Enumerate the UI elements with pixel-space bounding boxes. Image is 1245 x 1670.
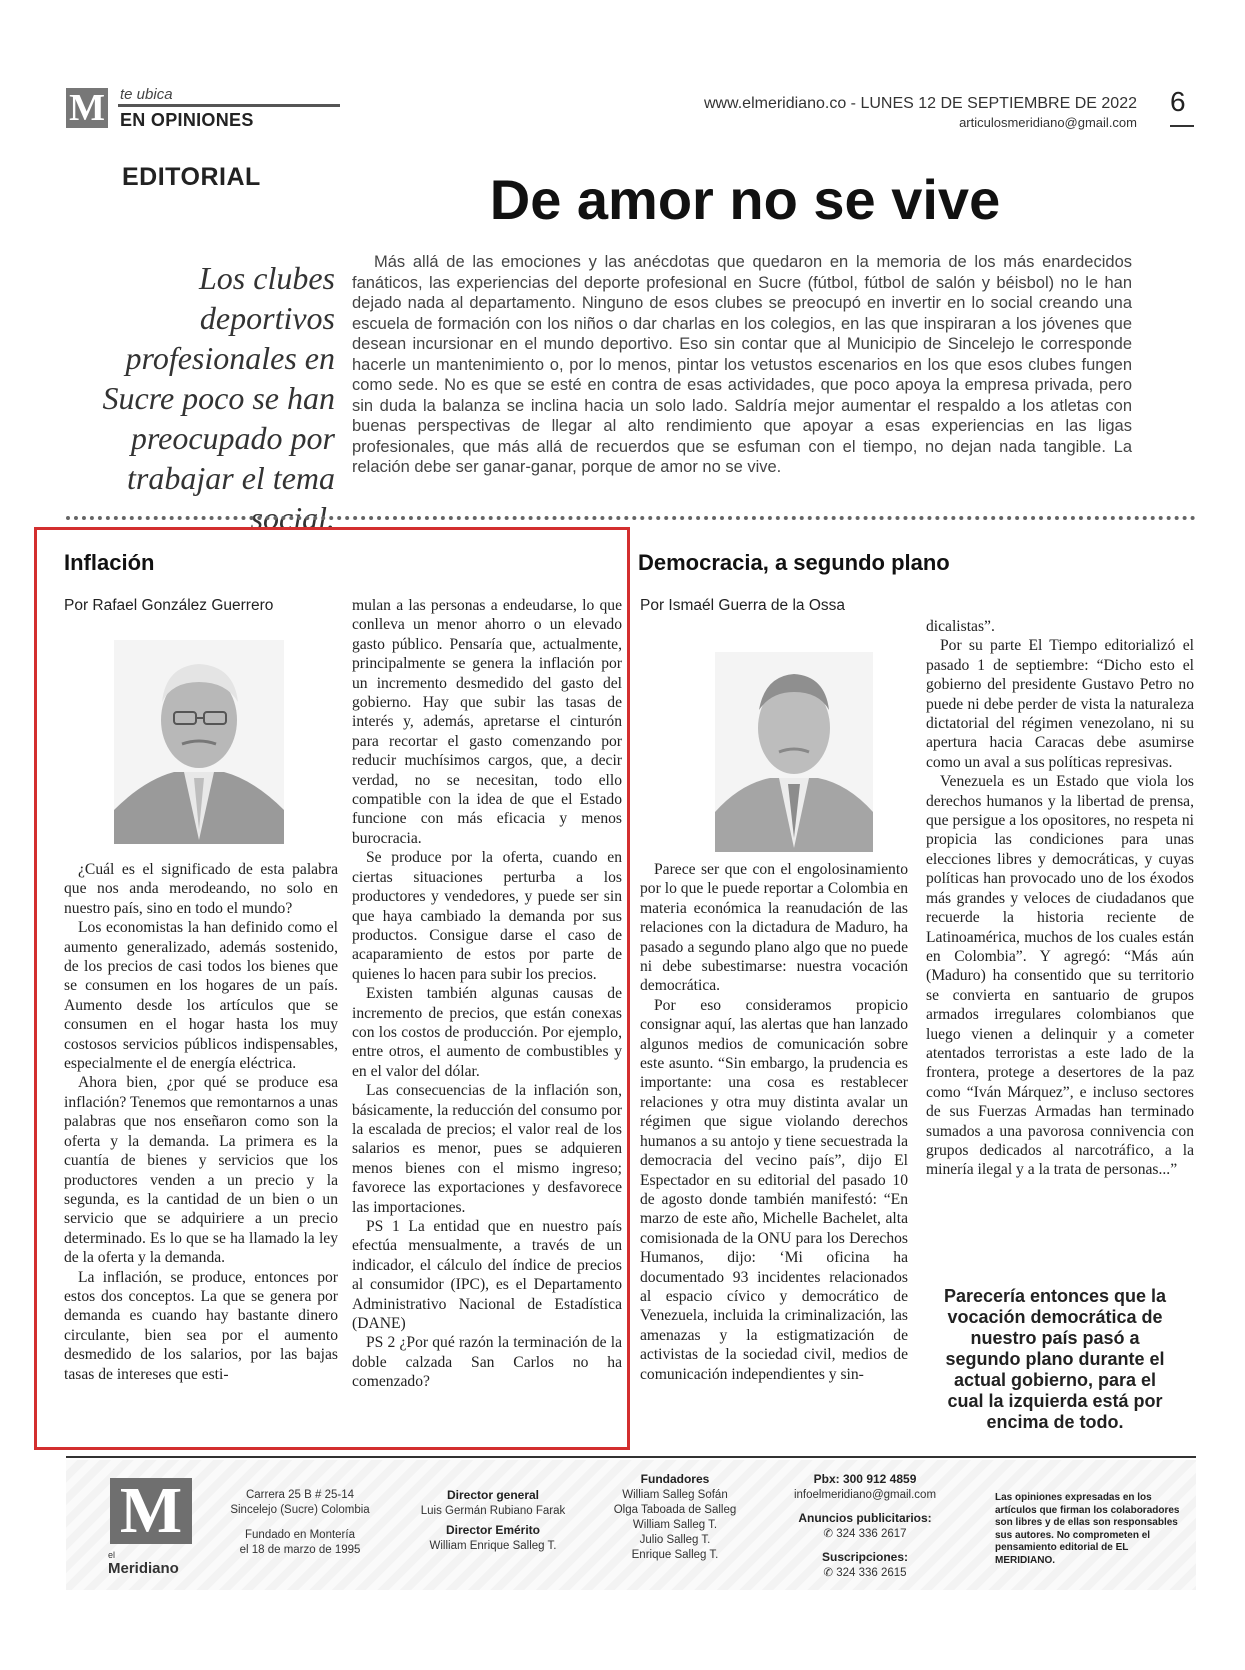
paragraph: Por eso consideramos propicio consignar aquí, las alertas que han lanzado algunos medios de comunicación sobre este asunto. “Sin embargo, la prudencia es importante: una cosa es restablecer relaciones y otra muy distinta avalar un régimen que sigue violando derechos humanos a su antojo y tiene secuestrada la democracia del vecino país”, dijo El Espectador en su editorial del pasado 10 de agosto donde también manifestó: “En marzo de este año, Michelle Bachelet, alta comisionada de la ONU para los Derechos Humanos, dijo: ‘Mi oficina ha documentado 93 incidentes relacionados al espacio cívico y democrático de Venezuela, incluida la criminalización, las amenazas y la estigmatización de activistas de la sociedad civil, medios de comunicación independientes y sin- [640, 996, 908, 1383]
democracia-column-1 [640, 860, 908, 1384]
address-line: Carrera 25 B # 25-14 [245, 1489, 355, 1501]
page-number-rule [1170, 125, 1194, 127]
editorial-body [352, 252, 1132, 478]
inflacion-column-1 [64, 860, 338, 1384]
whatsapp-icon: ✆ [823, 1528, 834, 1540]
article-title-democracia: Democracia, a segundo plano [638, 550, 950, 575]
subscriptions-phone: 324 336 2615 [836, 1567, 907, 1579]
footer-founders [600, 1472, 750, 1563]
author-portrait-icon [715, 652, 873, 852]
founder-name: William Salleg Sofán [622, 1489, 728, 1501]
footer-contact [770, 1472, 960, 1581]
paragraph: PS 1 La entidad que en nuestro país efectúa mensualmente, a través de un indicador, el cálculo del índice de precios al consumidor (IPC), es el Departamento Administrativo Nacional de Estadística (DANE) [352, 1218, 622, 1333]
footer-disclaimer: Las opiniones expresadas en los artículos que firman los colaboradores son libres y de ellas son responsables sus autores. No comprometen el pensamiento editorial de EL MERIDIANO. [995, 1492, 1180, 1566]
founders-label: Fundadores [640, 1472, 710, 1486]
director-name: Luis Germán Rubiano Farak [420, 1505, 566, 1517]
editorial-paragraph: Más allá de las emociones y las anécdotas que quedaron en la memoria de los más enardecidos fanáticos, las experiencias del deporte profesional en Sucre (fútbol, fútbol de salón y béisbol) no le han dejado nada al departamento. Ninguno de esos clubes se preocupó en invertir en lo social creando una escuela de formación con los niños o dar charlas en los colegios, en las que inspiraran a los jóvenes que desean incursionar en el mundo deportivo. Eso sin contar que al Municipio de Sincelejo le corresponde hacerle un mantenimiento o, por lo menos, pintar los vetustos escenarios en los que esos clubes fungen como sede. No es que se esté en contra de esas actividades, que poco apoya la empresa privada, pero sin duda la balanza se inclina hacia un solo lado. Saldría mejor aumentar el respaldo a los atletas con buenas perspectivas de llegar al alto rendimiento que apoyar a esas experiencias en las ligas profesionales, que más allá de recuerdos que se esfuman con el tiempo, no dejan nada tangible. La relación debe ser ganar-ganar, porque de amor no se vive. [352, 253, 1132, 476]
masthead-tagline: te ubica [120, 86, 173, 103]
author-photo-guerra [715, 652, 873, 852]
emeritus-label: Director Emérito [445, 1523, 541, 1537]
editorial-label: EDITORIAL [122, 163, 261, 191]
founded-line: Fundado en Montería [245, 1529, 355, 1541]
paragraph: ¿Cuál es el significado de esta palabra que nos anda merodeando, no solo en nuestro país, sino en todo el mundo? [64, 861, 338, 917]
ads-phone: 324 336 2617 [836, 1528, 907, 1540]
founder-name: William Salleg T. [632, 1519, 718, 1531]
masthead-logo: M [66, 88, 108, 128]
founder-name: Julio Salleg T. [639, 1534, 711, 1546]
director-label: Director general [446, 1488, 540, 1502]
emeritus-name: William Enrique Salleg T. [429, 1540, 557, 1552]
contact-email: articulosmeridiano@gmail.com [959, 115, 1137, 130]
paragraph: La inflación, se produce, entonces por estos dos conceptos. La que se genera por demanda es cuando hay bastante dinero circulante, bien sea por el aumento desmedido de los salarios, por las bajas tasas de intereses que esti- [64, 1268, 338, 1383]
page-number: 6 [1170, 86, 1186, 117]
article-title-inflacion: Inflación [64, 550, 155, 575]
paragraph: Se produce por la oferta, cuando en ciertas situaciones perturba a los productores y vendedores, y puede ser sin que haya cambiado la demanda por sus productos. Consigue darse el caso de acaparamiento de estos por parte de quienes lo hacen para subir los precios. [352, 849, 622, 983]
founder-name: Olga Taboada de Salleg [613, 1504, 737, 1516]
byline-democracia: Por Ismaél Guerra de la Ossa [640, 597, 846, 614]
byline-inflacion: Por Rafael González Guerrero [64, 597, 274, 614]
footer-logo-el: el [108, 1550, 116, 1560]
footer-address [220, 1488, 380, 1558]
masthead-rule [118, 104, 340, 107]
footer-logo-name: Meridiano [108, 1560, 179, 1577]
ads-label: Anuncios publicitarios: [798, 1511, 932, 1525]
editorial-pullquote: Los clubes deportivos profesionales en Sucre poco se han preocupado por trabajar el tema social. [102, 260, 335, 536]
footer-logo: M [110, 1478, 192, 1544]
paragraph: Los economistas la han definido como el aumento generalizado, además sostenido, de los precios de casi todos los bienes que se consumen en los hogares de un país. Aumento desde los artículos que se consumen en el hogar hasta los muy costosos servicios públicos indispensables, especialmente el de energía eléctrica. [64, 919, 338, 1073]
address-line: Sincelejo (Sucre) Colombia [230, 1504, 370, 1516]
democracia-column-2 [926, 617, 1194, 1180]
inflacion-column-2 [352, 596, 622, 1392]
paragraph: dicalistas”. [926, 618, 995, 635]
founder-name: Enrique Salleg T. [631, 1549, 719, 1561]
paragraph: Por su parte El Tiempo editorializó el pasado 1 de septiembre: “Dicho esto el gobierno del presidente Gustavo Petro no puede ni debe perder de vista la naturaleza dictatorial del régimen venezolano, ni su apertura hacia Caracas debe asumirse como un aval a sus políticas represivas. [926, 637, 1194, 771]
author-portrait-icon [114, 640, 284, 844]
author-photo-gonzalez [114, 640, 284, 844]
paragraph: Existen también algunas causas de incremento de precios, que están conexas con los costos de producción. Por ejemplo, entre otros, el aumento de combustibles y en el valor del dólar. [352, 985, 622, 1080]
democracia-callout-quote: Parecería entonces que la vocación democrática de nuestro país pasó a segundo plano durante el actual gobierno, para el cual la izquierda está por encima de todo. [943, 1286, 1167, 1432]
editorial-headline: De amor no se vive [489, 168, 1001, 231]
paragraph: mulan a las personas a endeudarse, lo que conlleva un menor ahorro o un elevado gasto público. Pensaría que, actualmente, principalmente se genera la inflación por un incremento desmedido del gasto del gobierno. Hay que subir las tasas de interés y, además, apretarse el cinturón para recortar el gasto comenzando por reducir muchísimos cargos, que, a decir verdad, no se necesitan, todo ello compatible con la idea de que el Estado funcione con más eficacia y menos burocracia. [352, 597, 622, 847]
site-date-line: www.elmeridiano.co - LUNES 12 DE SEPTIEMBRE DE 2022 [703, 95, 1137, 112]
masthead-section: EN OPINIONES [120, 110, 254, 130]
pbx-line: Pbx: 300 912 4859 [813, 1472, 917, 1486]
footer-rule [66, 1456, 1196, 1458]
founded-line: el 18 de marzo de 1995 [239, 1544, 361, 1556]
whatsapp-icon: ✆ [823, 1567, 834, 1579]
paragraph: Parece ser que con el engolosinamiento por lo que le puede reportar a Colombia en materia económica la reanudación de las relaciones con la dictadura de Maduro, ha pasado a segundo plano algo que no puede ni debe subestimarse: nuestra vocación democrática. [640, 861, 908, 995]
section-divider [66, 516, 1196, 520]
paragraph: Las consecuencias de la inflación son, básicamente, la reducción del consumo por la escalada de precios; el valor real de los salarios es menor, pues se adquieren menos bienes con el mismo ingreso; favorece las exportaciones y desfavorece las importaciones. [352, 1082, 622, 1216]
footer-directors [408, 1488, 578, 1554]
paragraph: Venezuela es un Estado que viola los derechos humanos y la libertad de prensa, que persigue a los opositores, no respeta ni propicia las condiciones para unas elecciones libres y democráticas, y cuyas políticas han provocado uno de los éxodos más grandes y veloces de ciudadanos que recuerde la historia reciente de Latinoamérica, muchos de los cuales están en Colombia”. Y agregó: “Más aún (Maduro) ha consentido que su territorio se convierta en santuario de grupos armados irregulares colombianos que luego vienen a delinquir y a cometer atentados terroristas a este lado de la frontera, protege a desertores de la paz como “Iván Márquez”, e incluso sectores de sus Fuerzas Armadas han terminado sumados a una pavorosa connivencia con grupos dedicados al narcotráfico, a la minería ilegal y a la trata de personas...” [926, 773, 1194, 1179]
paragraph: PS 2 ¿Por qué razón la terminación de la doble calzada San Carlos no ha comenzado? [352, 1334, 622, 1391]
footer-email: infoelmeridiano@gmail.com [793, 1489, 937, 1501]
subscriptions-label: Suscripciones: [821, 1550, 909, 1564]
paragraph: Ahora bien, ¿por qué se produce esa inflación? Tenemos que remontarnos a unas palabras que nos enseñaron como son la oferta y la demanda. La primera es la cuantía de bienes y servicios que los productores venden a un precio y la segunda, es la cantidad de un bien o un servicio que se adquiriere a un precio determinado. Es lo que se ha llamado la ley de la oferta y la demanda. [64, 1074, 338, 1267]
